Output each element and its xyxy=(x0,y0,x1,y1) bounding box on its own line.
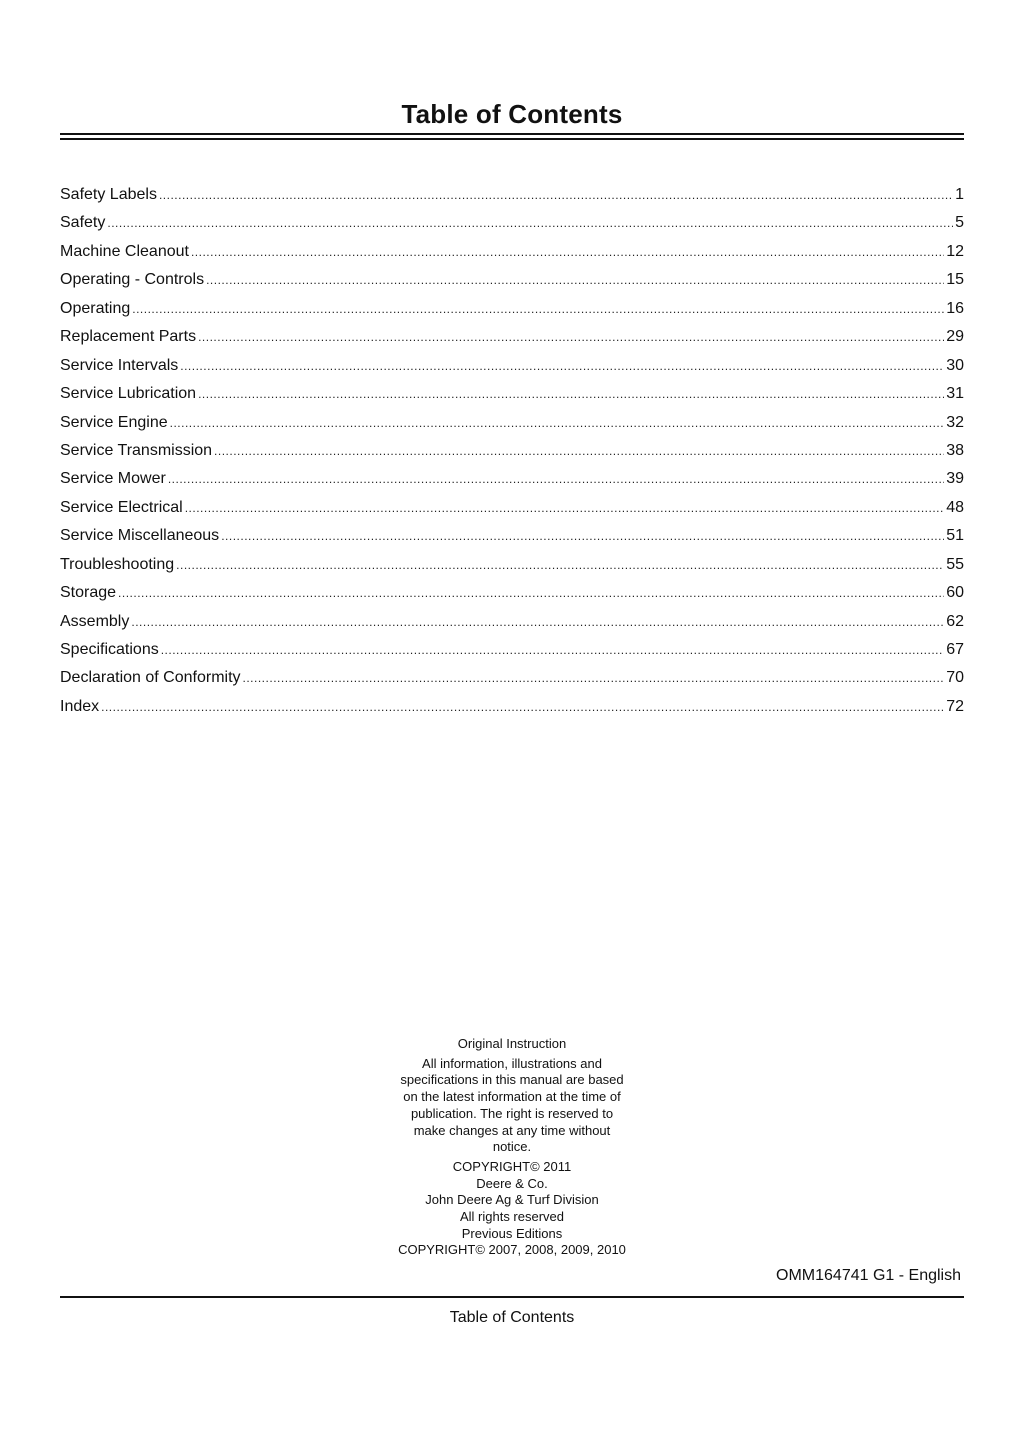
toc-entry-page: 67 xyxy=(946,641,964,658)
copyright-notice xyxy=(362,1036,662,1259)
toc-leader-dots xyxy=(159,181,953,209)
toc-entry-service-intervals[interactable] xyxy=(60,352,964,380)
notice-heading: Original Instruction xyxy=(457,1036,567,1051)
toc-entry-label: Service Engine xyxy=(60,413,168,431)
toc-leader-dots xyxy=(118,579,944,607)
notice-body: All information, illustrations and specifications in this manual are based on the latest information at the time of publication. The right is reserved to make changes at any time without notice. xyxy=(400,1055,624,1155)
toc-entry-page: 72 xyxy=(946,697,964,715)
toc-entry-label: Index xyxy=(60,697,100,715)
toc-entry-label: Machine Cleanout xyxy=(60,242,189,260)
toc-leader-dots xyxy=(206,266,944,294)
footer-section-label: Table of Contents xyxy=(449,1309,575,1326)
notice-rights: All rights reserved xyxy=(459,1209,565,1225)
footer-rule xyxy=(60,1296,964,1298)
toc-entry-page: 1 xyxy=(955,186,964,203)
toc-leader-dots xyxy=(198,323,944,351)
toc-entry-replacement-parts[interactable] xyxy=(60,323,964,351)
toc-leader-dots xyxy=(214,437,944,465)
toc-leader-dots xyxy=(198,380,944,408)
toc-entry-service-engine[interactable] xyxy=(60,409,964,437)
toc-entry-page: 55 xyxy=(946,555,964,573)
toc-leader-dots xyxy=(180,352,944,380)
toc-entry-page: 39 xyxy=(946,470,964,488)
toc-entry-page: 29 xyxy=(946,328,964,346)
toc-entry-index[interactable] xyxy=(60,693,964,721)
toc-entry-label: Safety Labels xyxy=(60,186,157,203)
toc-leader-dots xyxy=(221,522,944,550)
toc-entry-label: Service Transmission xyxy=(60,441,213,459)
toc-entry-machine-cleanout[interactable] xyxy=(60,238,964,266)
notice-division: John Deere Ag & Turf Division xyxy=(425,1192,599,1208)
toc-entry-page: 70 xyxy=(946,669,964,687)
toc-entry-label: Service Lubrication xyxy=(60,385,197,403)
toc-entry-page: 48 xyxy=(946,498,964,516)
toc-leader-dots xyxy=(101,693,944,721)
toc-entry-service-miscellaneous[interactable] xyxy=(60,522,964,550)
toc-entry-page: 5 xyxy=(955,214,964,232)
toc-entry-page: 38 xyxy=(946,441,964,459)
toc-entry-assembly[interactable] xyxy=(60,608,964,636)
title-double-rule xyxy=(60,133,964,140)
toc-leader-dots xyxy=(131,608,944,636)
toc-entry-page: 51 xyxy=(946,527,964,545)
toc-entry-page: 16 xyxy=(946,299,964,317)
toc-entry-label: Operating - Controls xyxy=(60,271,205,289)
toc-entry-declaration-of-conformity[interactable] xyxy=(60,664,964,692)
toc-entry-label: Assembly xyxy=(60,612,130,630)
toc-entry-page: 31 xyxy=(946,385,964,403)
toc-entry-page: 60 xyxy=(946,584,964,602)
toc-leader-dots xyxy=(168,465,944,493)
toc-entry-page: 15 xyxy=(946,271,964,289)
toc-entry-operating-controls[interactable] xyxy=(60,266,964,294)
document-id: OMM164741 G1 - English xyxy=(776,1267,961,1284)
toc-entry-safety[interactable] xyxy=(60,209,964,237)
toc-entry-service-transmission[interactable] xyxy=(60,437,964,465)
toc-entry-page: 30 xyxy=(946,356,964,374)
notice-previous-copyright: COPYRIGHT© 2007, 2008, 2009, 2010 xyxy=(398,1242,626,1258)
toc-entry-label: Service Intervals xyxy=(60,356,179,374)
toc-entry-service-electrical[interactable] xyxy=(60,494,964,522)
toc-entry-specifications[interactable] xyxy=(60,636,964,664)
toc-leader-dots xyxy=(176,551,944,579)
toc-entry-label: Declaration of Conformity xyxy=(60,669,241,687)
toc-entry-label: Service Mower xyxy=(60,470,166,488)
toc-entry-page: 62 xyxy=(946,612,964,630)
toc-entry-page: 32 xyxy=(946,413,964,431)
toc-entry-operating[interactable] xyxy=(60,295,964,323)
toc-leader-dots xyxy=(185,494,945,522)
toc-entry-storage[interactable] xyxy=(60,579,964,607)
toc-entry-label: Service Electrical xyxy=(60,498,183,516)
toc-entry-label: Storage xyxy=(60,584,117,602)
toc-leader-dots xyxy=(132,295,944,323)
toc-leader-dots xyxy=(191,238,944,266)
toc-entry-label: Safety xyxy=(60,214,106,232)
toc-entry-label: Operating xyxy=(60,299,131,317)
page-title: Table of Contents xyxy=(401,99,623,129)
toc-entry-label: Specifications xyxy=(60,641,159,658)
toc-entry-label: Replacement Parts xyxy=(60,328,197,346)
toc-entry-service-mower[interactable] xyxy=(60,465,964,493)
toc-entry-label: Troubleshooting xyxy=(60,555,175,573)
table-of-contents xyxy=(60,181,964,721)
notice-previous-editions: Previous Editions xyxy=(461,1225,563,1241)
toc-leader-dots xyxy=(107,209,953,237)
toc-entry-page: 12 xyxy=(946,242,964,260)
notice-company: Deere & Co. xyxy=(476,1175,548,1191)
toc-entry-label: Service Miscellaneous xyxy=(60,527,220,545)
toc-leader-dots xyxy=(170,409,945,437)
toc-leader-dots xyxy=(243,664,945,692)
notice-copyright: COPYRIGHT© 2011 xyxy=(452,1158,572,1174)
toc-leader-dots xyxy=(161,636,944,664)
toc-entry-service-lubrication[interactable] xyxy=(60,380,964,408)
toc-entry-safety-labels[interactable] xyxy=(60,181,964,209)
toc-entry-troubleshooting[interactable] xyxy=(60,551,964,579)
